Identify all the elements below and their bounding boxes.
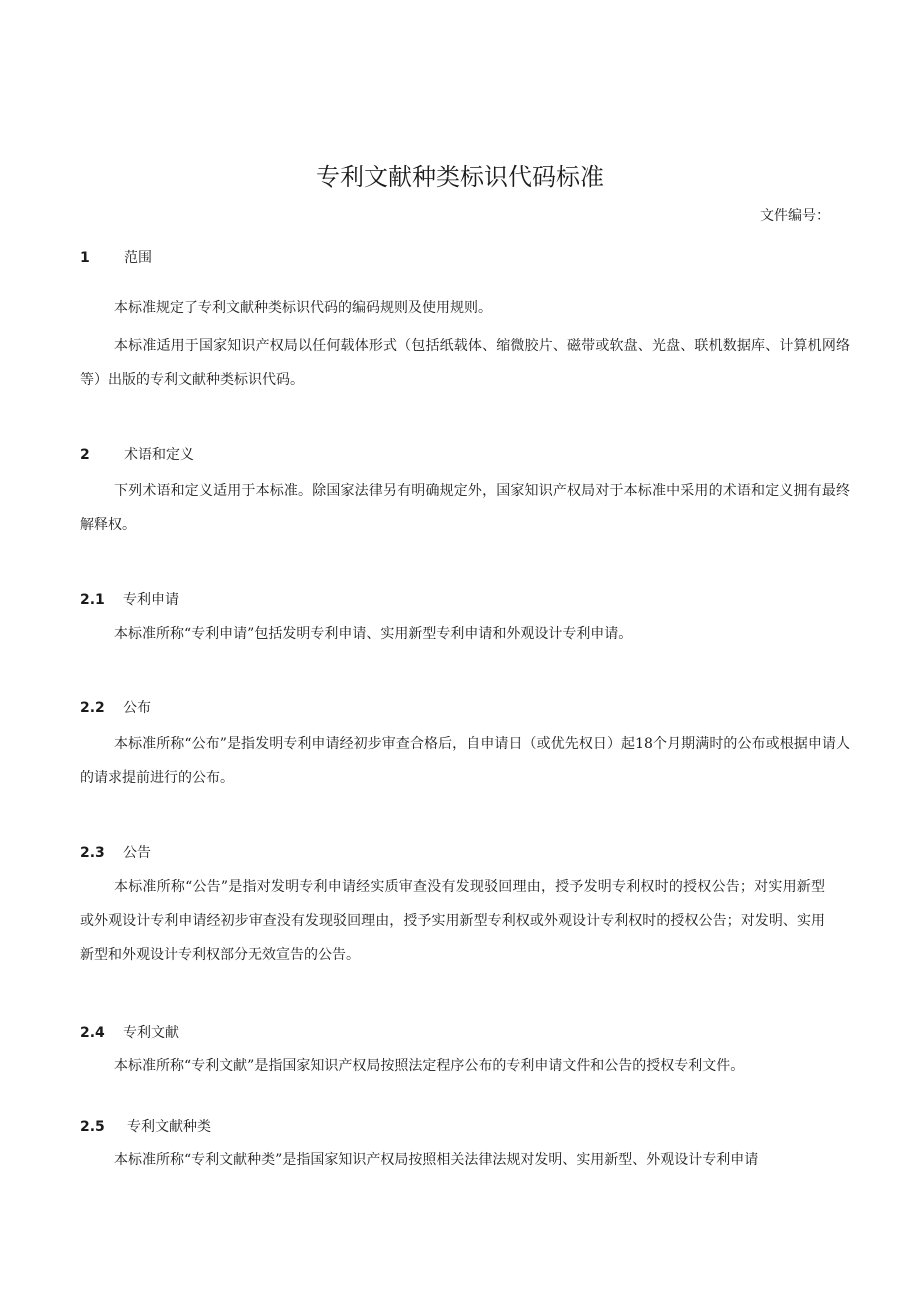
- section-number: 2.5: [80, 1119, 105, 1135]
- section-title: 术语和定义: [124, 447, 194, 463]
- section-title: 公布: [123, 700, 151, 716]
- paragraph: 本标准所称“专利文献种类”是指国家知识产权局按照相关法律法规对发明、实用新型、外观设计专利申请: [114, 1152, 759, 1168]
- section-number: 1: [80, 250, 90, 266]
- section-heading-2-1: [80, 589, 179, 609]
- document-number-label: 文件编号：: [760, 208, 830, 224]
- section-number: 2: [80, 447, 90, 463]
- section-title: 范围: [124, 250, 152, 266]
- section-heading-2: [80, 444, 194, 464]
- section-heading-2-5: [80, 1116, 211, 1136]
- section-number: 2.3: [80, 845, 105, 861]
- paragraph: 本标准所称“专利申请”包括发明专利申请、实用新型专利申请和外观设计专利申请。: [114, 626, 633, 642]
- section-heading-2-2: [80, 697, 151, 717]
- section-heading-1: [80, 247, 152, 267]
- section-heading-2-4: [80, 1022, 179, 1042]
- section-title: 公告: [123, 845, 151, 861]
- section-title: 专利文献种类: [127, 1119, 211, 1135]
- section-number: 2.2: [80, 700, 105, 716]
- paragraph: 本标准所称“公告”是指对发明专利申请经实质审查没有发现驳回理由，授予发明专利权时的授权公告；对实用新型或外观设计专利申请经初步审查没有发现驳回理由，授予实用新型专利权或外观设计专利权时的授权公告；对发明、实用新型和外观设计专利权部分无效宣告的公告。: [80, 879, 825, 963]
- paragraph: 本标准所称“专利文献”是指国家知识产权局按照法定程序公布的专利申请文件和公告的授权专利文件。: [114, 1058, 745, 1074]
- section-title: 专利文献: [123, 1025, 179, 1041]
- document-title: 专利文献种类标识代码标准: [316, 163, 604, 191]
- section-heading-2-3: [80, 842, 151, 862]
- paragraph: 本标准适用于国家知识产权局以任何载体形式（包括纸载体、缩微胶片、磁带或软盘、光盘、联机数据库、计算机网络等）出版的专利文献种类标识代码。: [80, 338, 850, 388]
- section-number: 2.1: [80, 592, 105, 608]
- paragraph: 下列术语和定义适用于本标准。除国家法律另有明确规定外，国家知识产权局对于本标准中采用的术语和定义拥有最终解释权。: [80, 483, 850, 533]
- paragraph: 本标准规定了专利文献种类标识代码的编码规则及使用规则。: [114, 300, 492, 316]
- section-number: 2.4: [80, 1025, 105, 1041]
- section-title: 专利申请: [123, 592, 179, 608]
- paragraph: 本标准所称“公布”是指发明专利申请经初步审查合格后，自申请日（或优先权日）起18个月期满时的公布或根据申请人的请求提前进行的公布。: [80, 736, 850, 786]
